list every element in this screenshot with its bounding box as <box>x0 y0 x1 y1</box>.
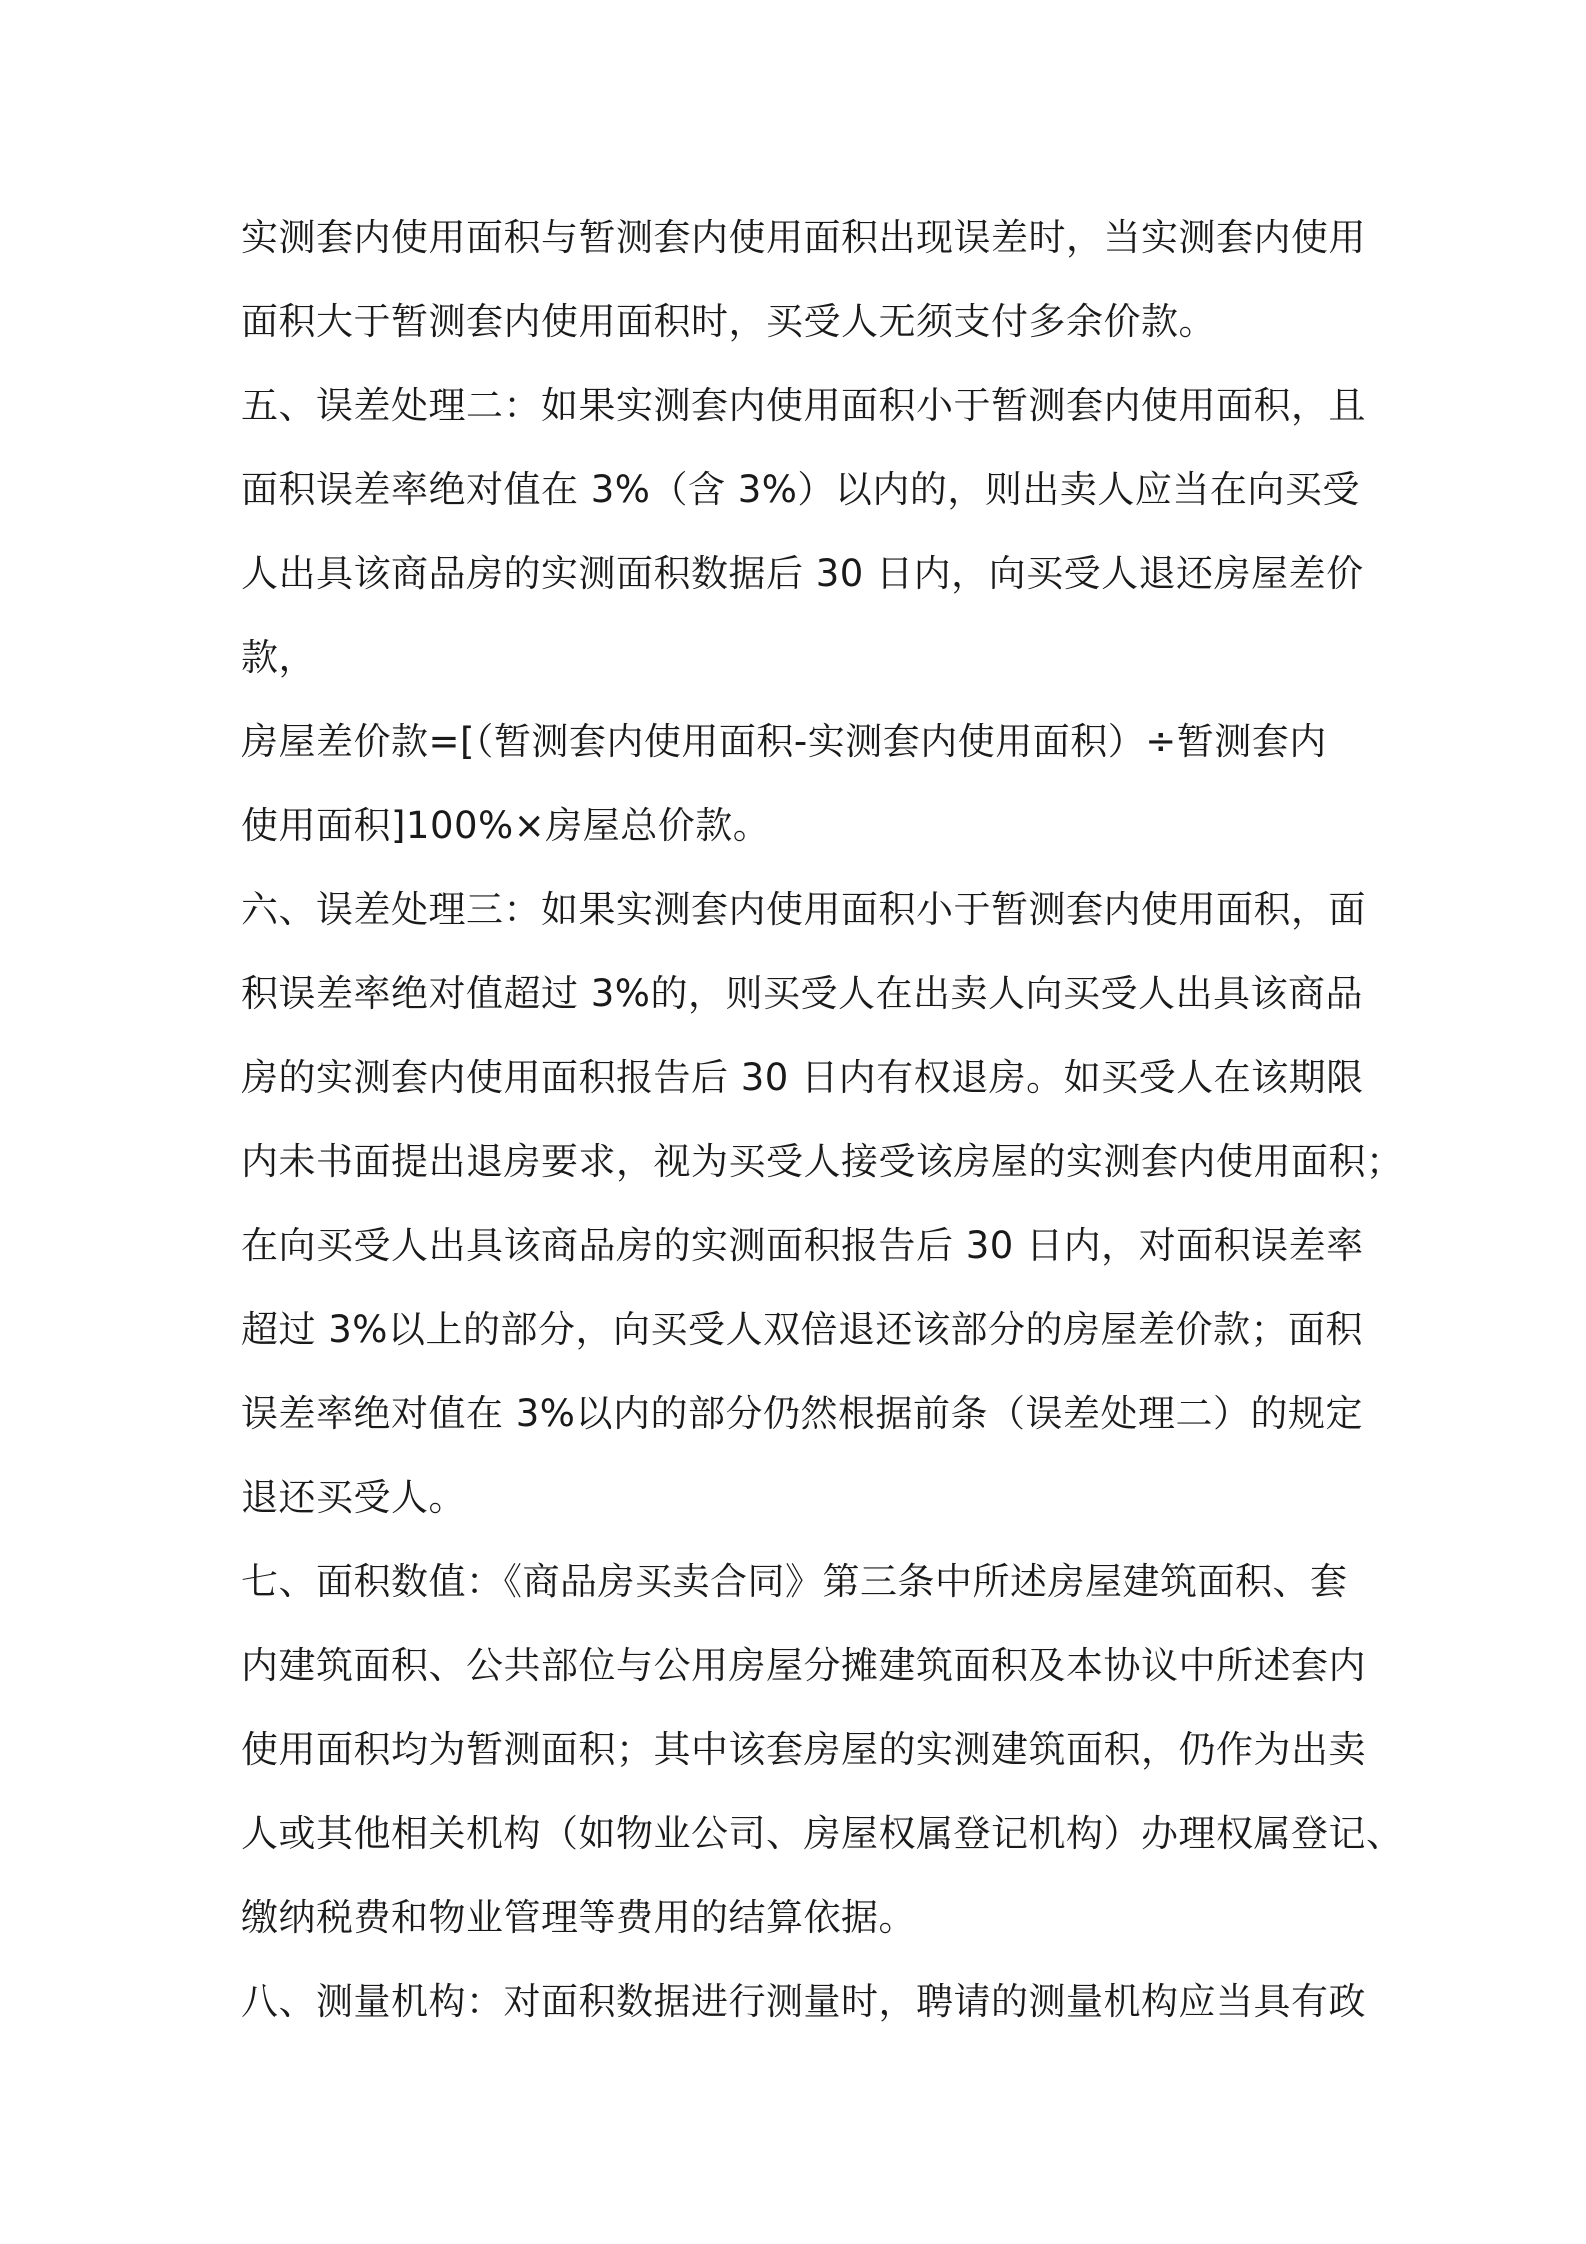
text-line: 房的实测套内使用面积报告后 30 日内有权退房。如买受人在该期限 <box>241 1056 1364 1099</box>
section-7-heading-line: 七、面积数值：《商品房买卖合同》第三条中所述房屋建筑面积、套 <box>241 1560 1348 1603</box>
section-5-heading-line: 五、误差处理二：如果实测套内使用面积小于暂测套内使用面积，且 <box>241 384 1366 427</box>
text-line: 误差率绝对值在 3%以内的部分仍然根据前条（误差处理二）的规定 <box>241 1392 1363 1435</box>
formula-line: 房屋差价款=[（暂测套内使用面积-实测套内使用面积）÷暂测套内 <box>241 720 1327 763</box>
text-line: 实测套内使用面积与暂测套内使用面积出现误差时，当实测套内使用 <box>241 216 1366 259</box>
document-body <box>241 196 1404 2044</box>
section-8-heading-line: 八、测量机构：对面积数据进行测量时，聘请的测量机构应当具有政 <box>241 1980 1366 2023</box>
text-line: 超过 3%以上的部分，向买受人双倍退还该部分的房屋差价款；面积 <box>241 1308 1363 1351</box>
text-line: 内建筑面积、公共部位与公用房屋分摊建筑面积及本协议中所述套内 <box>241 1644 1366 1687</box>
text-line: 使用面积均为暂测面积；其中该套房屋的实测建筑面积，仍作为出卖 <box>241 1728 1366 1771</box>
text-line: 内未书面提出退房要求，视为买受人接受该房屋的实测套内使用面积； <box>241 1140 1404 1183</box>
text-line: 在向买受人出具该商品房的实测面积报告后 30 日内，对面积误差率 <box>241 1224 1364 1267</box>
text-line: 积误差率绝对值超过 3%的，则买受人在出卖人向买受人出具该商品 <box>241 972 1363 1015</box>
formula-line: 使用面积]100%×房屋总价款。 <box>241 804 771 847</box>
text-line: 退还买受人。 <box>241 1476 466 1519</box>
text-line: 人或其他相关机构（如物业公司、房屋权属登记机构）办理权属登记、 <box>241 1812 1404 1855</box>
text-line: 人出具该商品房的实测面积数据后 30 日内，向买受人退还房屋差价 <box>241 552 1364 595</box>
text-line: 面积大于暂测套内使用面积时，买受人无须支付多余价款。 <box>241 300 1216 343</box>
text-line: 面积误差率绝对值在 3%（含 3%）以内的，则出卖人应当在向买受 <box>241 468 1360 511</box>
text-line: 缴纳税费和物业管理等费用的结算依据。 <box>241 1896 916 1939</box>
section-6-heading-line: 六、误差处理三：如果实测套内使用面积小于暂测套内使用面积，面 <box>241 888 1366 931</box>
text-line: 款， <box>241 636 316 679</box>
